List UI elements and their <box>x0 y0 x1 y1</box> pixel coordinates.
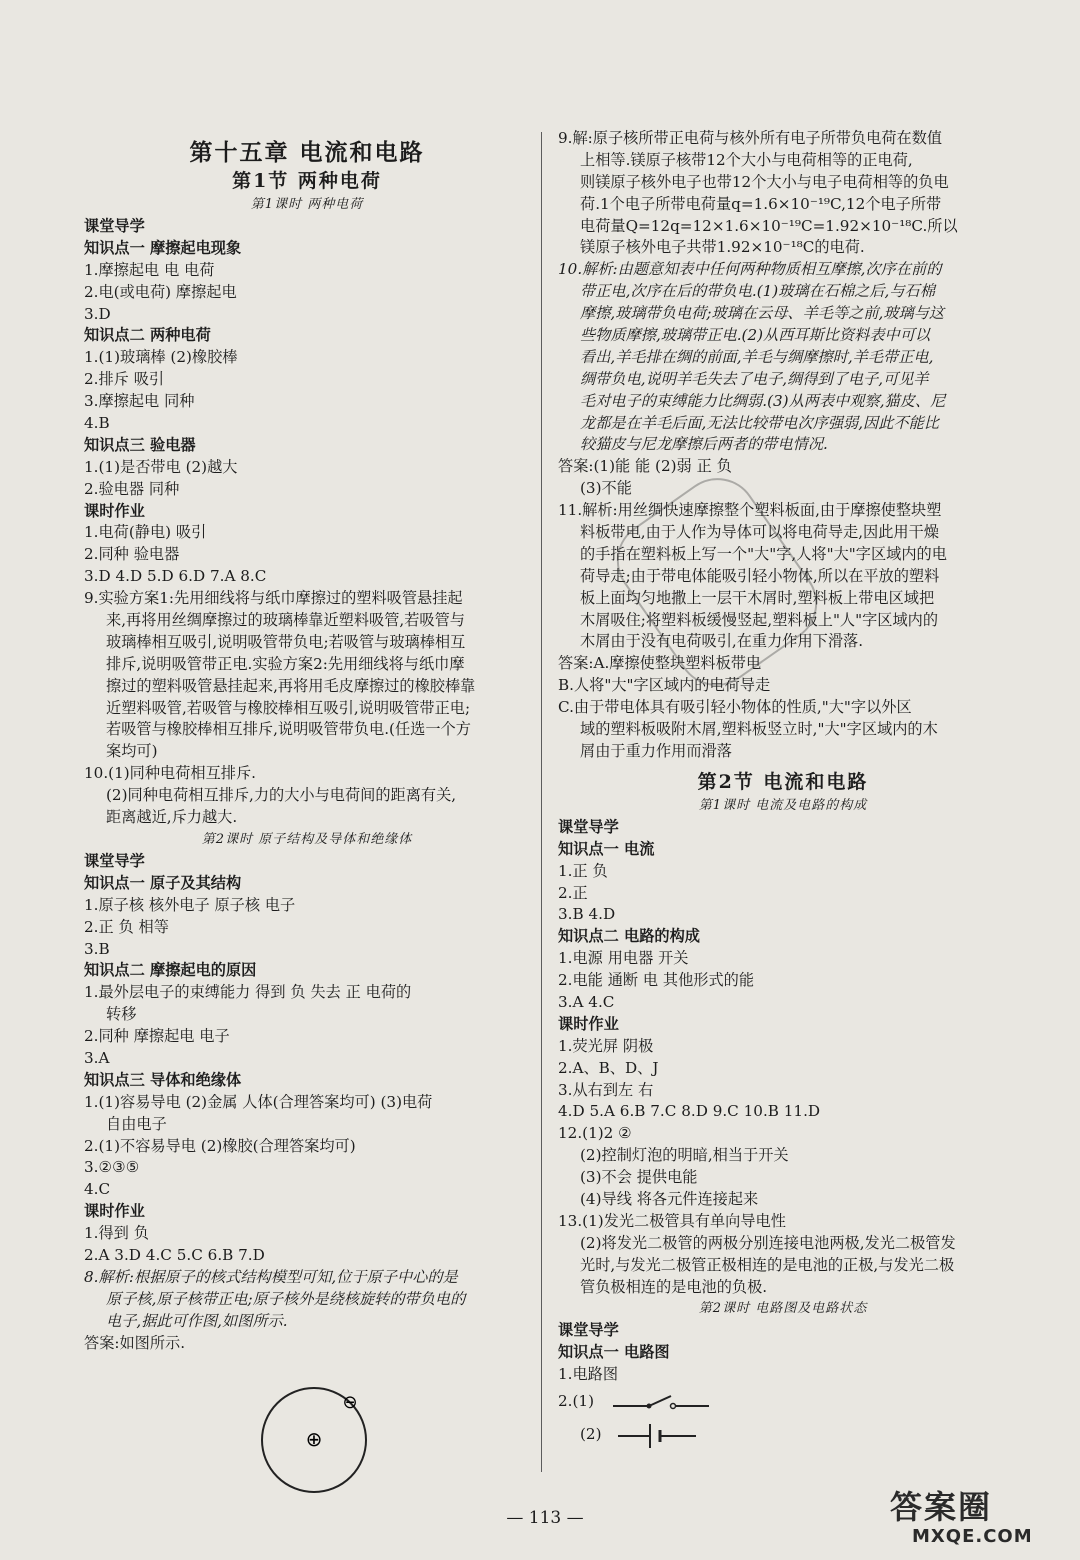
text-line: 原子核,原子核带正电;原子核外是绕核旋转的带负电的 <box>106 1289 466 1308</box>
text-line: 知识点二 摩擦起电的原因 <box>84 961 257 980</box>
text-line: 答案:(1)能 能 (2)弱 正 负 <box>558 457 732 476</box>
section1-title: 第1节 两种电荷 <box>232 170 382 192</box>
text-line: 4.C <box>84 1180 111 1199</box>
lesson-2-2-title: 第2课时 电路图及电路状态 <box>698 1301 868 1317</box>
left-lines-a <box>84 216 530 829</box>
text-line: 1.得到 负 <box>84 1224 149 1243</box>
text-line: 9.解:原子核所带正电荷与核外所有电子所带负电荷在数值 <box>558 129 943 147</box>
text-line: 10.(1)同种电荷相互排斥. <box>84 764 256 783</box>
section2-title: 第2节 电流和电路 <box>697 770 869 793</box>
text-line: 2.(1)不容易导电 (2)橡胶(合理答案均可) <box>84 1136 356 1155</box>
text-line: B.人将"大"字区域内的电荷导走 <box>558 676 771 695</box>
text-line: 1.电源 用电器 开关 <box>558 949 689 968</box>
circuit-item-1 <box>558 1386 1008 1416</box>
text-line: 3.B <box>84 939 110 958</box>
text-line: 课时作业 <box>84 1202 145 1221</box>
text-line: 若吸管与橡胶棒相互排斥,说明吸管带负电.(任选一个方 <box>106 720 471 739</box>
text-line: 2.电(或电荷) 摩擦起电 <box>84 282 237 301</box>
text-line: 课时作业 <box>558 1014 619 1033</box>
text-line: 的手指在塑料板上写一个"大"字,人将"大"字区域内的电 <box>580 544 947 563</box>
text-line: 8.解析:根据原子的核式结构模型可知,位于原子中心的是 <box>84 1267 458 1286</box>
text-line: 1.原子核 核外电子 原子核 电子 <box>84 895 296 914</box>
text-line: 转移 <box>106 1005 137 1024</box>
electron-symbol: ⊖ <box>342 1392 358 1414</box>
text-line: 木屑由于没有电荷吸引,在重力作用下滑落. <box>580 632 864 651</box>
text-line: 3.摩擦起电 同种 <box>84 392 195 411</box>
text-line: 自由电子 <box>106 1114 167 1133</box>
right-lines-b <box>558 817 1008 1299</box>
text-line: 1.摩擦起电 电 电荷 <box>84 260 215 279</box>
text-line: 答案:A.摩擦使整块塑料板带电 <box>558 654 762 673</box>
text-line: 知识点一 原子及其结构 <box>84 873 242 892</box>
text-line: 案均可) <box>106 742 158 761</box>
text-line: 荷导走;由于带电体能吸引轻小物体,所以在平放的塑料 <box>580 566 940 585</box>
text-line: 课时作业 <box>84 501 145 520</box>
text-line: 较猫皮与尼龙摩擦后两者的带电情况. <box>580 435 828 454</box>
text-line: 电子,据此可作图,如图所示. <box>106 1311 288 1330</box>
text-line: 12.(1)2 ② <box>558 1124 632 1143</box>
text-line: (2)同种电荷相互排斥,力的大小与电荷间的距离有关, <box>106 786 457 805</box>
text-line: (3)不能 <box>580 479 632 498</box>
text-line: 3.②③⑤ <box>84 1158 140 1177</box>
circuit-item-2-label: (2) <box>580 1425 602 1444</box>
left-lines-b <box>84 851 530 1354</box>
text-line: 3.D <box>84 304 111 323</box>
text-line: 课堂导学 <box>84 217 145 235</box>
text-line: 课堂导学 <box>84 851 145 870</box>
switch-symbol <box>605 1390 715 1414</box>
right-lines-c <box>558 1320 1008 1386</box>
text-line: 知识点三 验电器 <box>84 435 196 454</box>
lesson-2-1-title: 第1课时 电流及电路的构成 <box>698 797 868 813</box>
circuit-item-1-label: 2.(1) <box>558 1392 595 1411</box>
circuit-item-2 <box>558 1416 1008 1452</box>
text-line: 绸带负电,说明羊毛失去了电子,绸得到了电子,可见羊 <box>580 369 929 388</box>
text-line: 屑由于重力作用而滑落 <box>580 741 732 760</box>
text-line: (2)将发光二极管的两极分别连接电池两极,发光二极管发 <box>580 1233 956 1252</box>
text-line: 木屑吸住;将塑料板缓慢竖起,塑料板上"人"字区域内的 <box>580 610 939 629</box>
text-line: 2.A、B、D、J <box>558 1058 659 1077</box>
text-line: (4)导线 将各元件连接起来 <box>580 1189 759 1208</box>
watermark-url: MXQE.COM <box>912 1526 1033 1547</box>
text-line: 知识点一 摩擦起电现象 <box>84 238 242 257</box>
lesson1-title: 第1课时 两种电荷 <box>250 197 364 212</box>
text-line: 13.(1)发光二极管具有单向导电性 <box>558 1211 786 1230</box>
text-line: 上相等.镁原子核带12个大小与电荷相等的正电荷, <box>580 150 913 169</box>
left-column <box>84 128 530 1508</box>
text-line: 2.排斥 吸引 <box>84 370 165 389</box>
text-line: 课堂导学 <box>558 1321 619 1340</box>
text-line: 1.电路图 <box>558 1365 619 1384</box>
text-line: (2)控制灯泡的明暗,相当于开关 <box>580 1146 789 1165</box>
text-line: 课堂导学 <box>558 817 619 836</box>
text-line: 9.实验方案1:先用细线将与纸巾摩擦过的塑料吸管悬挂起 <box>84 589 463 608</box>
text-line: 知识点三 导体和绝缘体 <box>84 1070 242 1089</box>
right-column <box>558 128 1008 1452</box>
lesson2-title: 第2课时 原子结构及导体和绝缘体 <box>201 831 413 847</box>
text-line: 看出,羊毛排在绸的前面,羊毛与绸摩擦时,羊毛带正电, <box>580 347 934 366</box>
text-line: 2.同种 验电器 <box>84 545 180 564</box>
text-line: 荷.1个电子所带电荷量q=1.6×10⁻¹⁹C,12个电子所带 <box>580 194 942 213</box>
text-line: 域的塑料板吸附木屑,塑料板竖立时,"大"字区域内的木 <box>580 720 938 739</box>
text-line: 2.同种 摩擦起电 电子 <box>84 1027 230 1046</box>
text-line: 2.正 负 相等 <box>84 917 169 936</box>
text-line: 1.电荷(静电) 吸引 <box>84 523 207 542</box>
text-line: 知识点一 电流 <box>558 839 655 858</box>
text-line: 龙都是在羊毛后面,无法比较带电次序强弱,因此不能比 <box>580 413 939 432</box>
text-line: C.由于带电体具有吸引轻小物体的性质,"大"字以外区 <box>558 698 912 717</box>
text-line: 答案:如图所示. <box>84 1333 186 1352</box>
battery-symbol <box>612 1420 702 1450</box>
text-line: 10.解析:由题意知表中任何两种物质相互摩擦,次序在前的 <box>558 260 942 279</box>
text-line: 2.验电器 同种 <box>84 479 180 498</box>
text-line: 管负极相连的是电池的负极. <box>580 1277 768 1296</box>
text-line: 带正电,次序在后的带负电.(1)玻璃在石棉之后,与石棉 <box>580 282 935 301</box>
text-line: 4.B <box>84 414 110 433</box>
text-line: 料板带电,由于人作为导体可以将电荷导走,因此用干燥 <box>580 523 939 542</box>
text-line: 玻璃棒相互吸引,说明吸管带负电;若吸管与玻璃棒相互 <box>106 632 466 651</box>
text-line: 镁原子核外电子共带1.92×10⁻¹⁸C的电荷. <box>580 238 865 257</box>
text-line: 1.(1)是否带电 (2)越大 <box>84 457 238 476</box>
text-line: 板上面均匀地撒上一层干木屑时,塑料板上带电区域把 <box>580 588 935 607</box>
chapter-title: 第十五章 电流和电路 <box>189 139 425 166</box>
text-line: 知识点二 电路的构成 <box>558 927 700 946</box>
nucleus-symbol: ⊕ <box>305 1427 323 1452</box>
text-line: 则镁原子核外电子也带12个大小与电子电荷相等的负电 <box>580 172 949 191</box>
text-line: 3.D 4.D 5.D 6.D 7.A 8.C <box>84 567 267 586</box>
text-line: 2.电能 通断 电 其他形式的能 <box>558 971 755 990</box>
text-line: 些物质摩擦,玻璃带正电.(2)从西耳斯比资料表中可以 <box>580 326 931 345</box>
text-line: 毛对电子的束缚能力比绸弱.(3)从两表中观察,猫皮、尼 <box>580 391 946 410</box>
text-line: 3.从右到左 右 <box>558 1080 654 1099</box>
text-line: 4.D 5.A 6.B 7.C 8.D 9.C 10.B 11.D <box>558 1102 821 1121</box>
text-line: 3.A 4.C <box>558 992 615 1011</box>
text-line: 2.A 3.D 4.C 5.C 6.B 7.D <box>84 1245 265 1264</box>
text-line: 1.正 负 <box>558 861 608 880</box>
text-line: 1.(1)容易导电 (2)金属 人体(合理答案均可) (3)电荷 <box>84 1092 433 1111</box>
watermark-logo: 答案圈 <box>890 1488 993 1526</box>
text-line: 排斥,说明吸管带正电.实验方案2:先用细线将与纸巾摩 <box>106 654 465 673</box>
text-line: 来,再将用丝绸摩擦过的玻璃棒靠近塑料吸管,若吸管与 <box>106 611 465 630</box>
text-line: 近塑料吸管,若吸管与橡胶棒相互吸引,说明吸管带正电; <box>106 698 471 717</box>
text-line: 距离越近,斥力越大. <box>106 808 238 827</box>
text-line: 3.B 4.D <box>558 905 616 924</box>
text-line: 摩擦,玻璃带负电荷;玻璃在云母、羊毛等之前,玻璃与这 <box>580 304 945 323</box>
text-line: 1.(1)玻璃棒 (2)橡胶棒 <box>84 348 238 367</box>
text-line: 1.最外层电子的束缚能力 得到 负 失去 正 电荷的 <box>84 983 412 1002</box>
atom-model-diagram <box>252 1364 392 1504</box>
text-line: 电荷量Q=12q=12×1.6×10⁻¹⁹C=1.92×10⁻¹⁸C.所以 <box>580 216 958 235</box>
text-line: 擦过的塑料吸管悬挂起来,再将用毛皮摩擦过的橡胶棒靠 <box>106 676 476 695</box>
text-line: 11.解析:用丝绸快速摩擦整个塑料板面,由于摩擦使整块塑 <box>558 501 942 520</box>
page-number: — 113 — <box>506 1508 584 1528</box>
column-divider <box>541 132 542 1472</box>
text-line: 1.荧光屏 阴极 <box>558 1036 654 1055</box>
text-line: 知识点一 电路图 <box>558 1343 670 1362</box>
text-line: 2.正 <box>558 883 588 902</box>
text-line: (3)不会 提供电能 <box>580 1168 698 1187</box>
right-lines-a <box>558 128 1008 763</box>
text-line: 光时,与发光二极管正极相连的是电池的正极,与发光二极 <box>580 1255 955 1274</box>
text-line: 3.A <box>84 1048 110 1067</box>
text-line: 知识点二 两种电荷 <box>84 326 211 345</box>
